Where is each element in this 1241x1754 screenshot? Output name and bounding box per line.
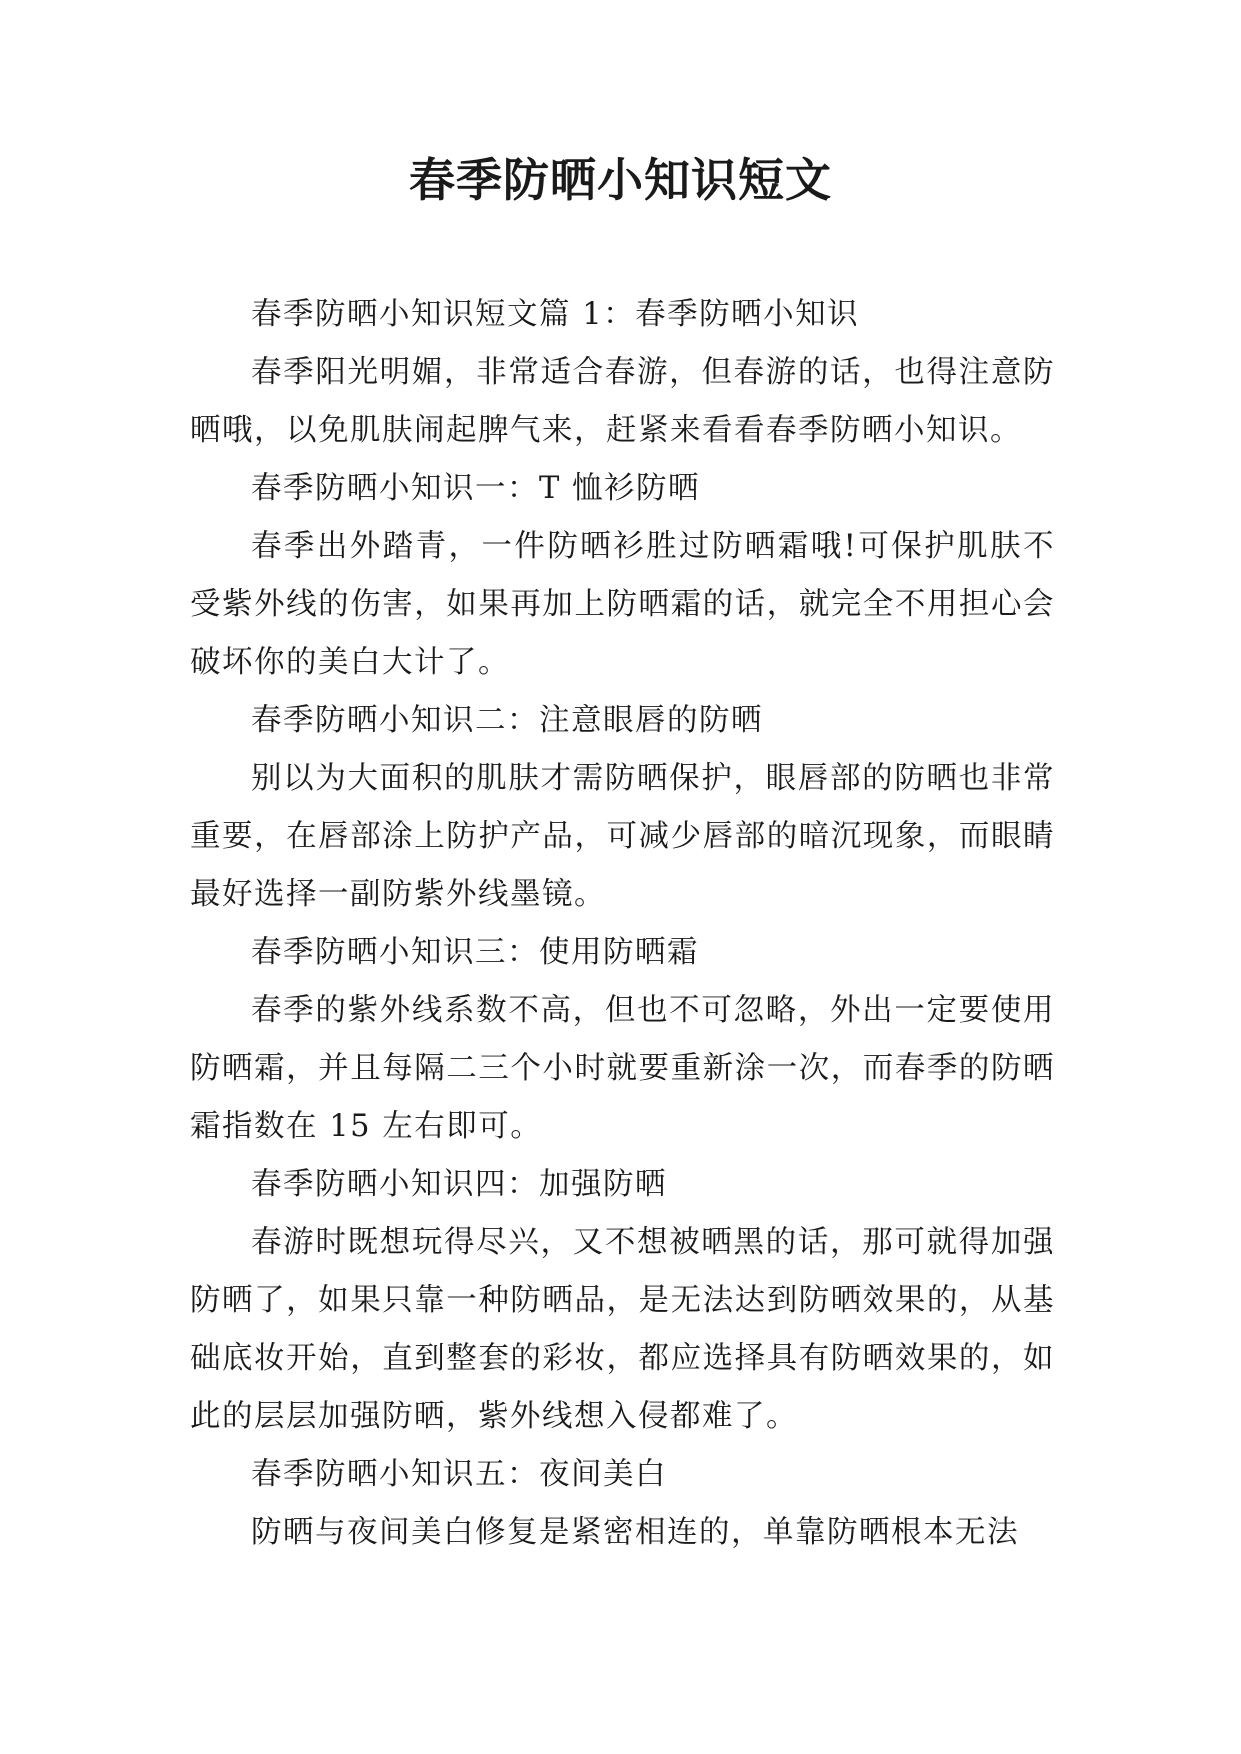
section-heading: 春季防晒小知识五：夜间美白	[251, 1457, 667, 1492]
body-paragraph: 防晒与夜间美白修复是紧密相连的，单靠防晒根本无法	[251, 1515, 1019, 1550]
document-title: 春季防晒小知识短文	[409, 153, 832, 207]
body-paragraph: 别以为大面积的肌肤才需防晒保护，眼唇部的防晒也非常重要，在唇部涂上防护产品，可减少唇部的暗沉现象，而眼睛最好选择一副防紫外线墨镜。	[190, 761, 1055, 912]
document-body	[190, 286, 1055, 1562]
section-heading: 春季防晒小知识二：注意眼唇的防晒	[251, 703, 763, 738]
section-heading: 春季防晒小知识短文篇 1：春季防晒小知识	[251, 297, 860, 332]
section-heading: 春季防晒小知识一：T 恤衫防晒	[251, 471, 701, 506]
section-heading: 春季防晒小知识三：使用防晒霜	[251, 935, 699, 970]
body-paragraph: 春季出外踏青，一件防晒衫胜过防晒霜哦!可保护肌肤不受紫外线的伤害，如果再加上防晒霜的话，就完全不用担心会破坏你的美白大计了。	[190, 529, 1055, 680]
body-paragraph: 春季阳光明媚，非常适合春游，但春游的话，也得注意防晒哦，以免肌肤闹起脾气来，赶紧来看看春季防晒小知识。	[190, 355, 1055, 448]
section-heading: 春季防晒小知识四：加强防晒	[251, 1167, 667, 1202]
body-paragraph: 春季的紫外线系数不高，但也不可忽略，外出一定要使用防晒霜，并且每隔二三个小时就要重新涂一次，而春季的防晒霜指数在 15 左右即可。	[190, 993, 1055, 1144]
body-paragraph: 春游时既想玩得尽兴，又不想被晒黑的话，那可就得加强防晒了，如果只靠一种防晒品，是无法达到防晒效果的，从基础底妆开始，直到整套的彩妆，都应选择具有防晒效果的，如此的层层加强防晒，紫外线想入侵都难了。	[190, 1225, 1055, 1434]
